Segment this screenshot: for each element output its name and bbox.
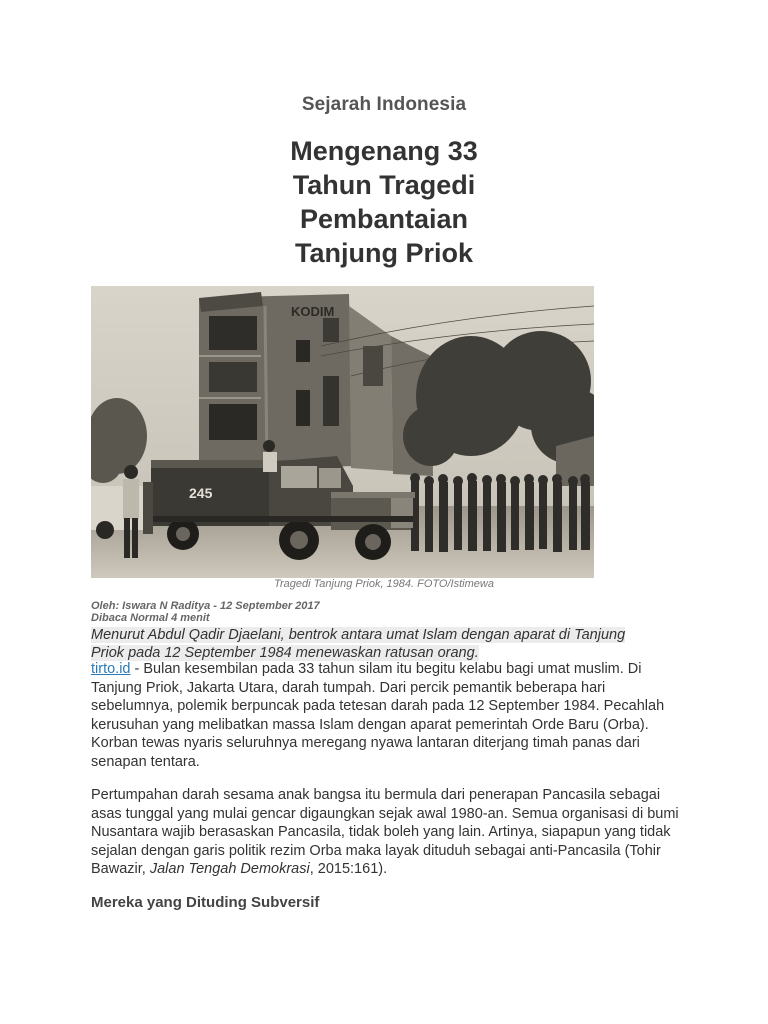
photo-caption: Tragedi Tanjung Priok, 1984. FOTO/Istimewa — [274, 578, 494, 590]
article-headline — [234, 134, 534, 270]
paragraph-text: Pertumpahan darah sesama anak bangsa itu bermula dari penerapan Pancasila sebagai asas tunggal yang mulai gencar digaungkan sejak awal 1980-an. Semua organisasi di bumi Nusantara wajib berasaskan Pancasila, tidak boleh yang lain. Artinya, siapapun yang tidak sejalan dengan garis politik rezim Orba maka layak dituduh sebagai anti-Pancasila (Tohir Bawazir, — [91, 787, 679, 877]
headline-line: Tanjung Priok — [294, 238, 473, 268]
headline-line: Tahun Tragedi — [292, 170, 476, 200]
book-title: Jalan Tengah Demokrasi — [149, 861, 310, 877]
headline-line: Mengenang 33 — [290, 136, 478, 166]
lead-text: Menurut Abdul Qadir Djaelani, bentrok antara umat Islam dengan aparat di Tanjung Priok pada 12 September 1984 menewaskan ratusan orang. — [91, 627, 626, 661]
section-subheading: Mereka yang Dituding Subversif — [91, 894, 320, 911]
read-time: Dibaca Normal 4 menit — [91, 612, 210, 624]
article-photo — [91, 286, 594, 578]
burned-building — [199, 292, 353, 471]
author-byline: Oleh: Iswara N Raditya - 12 September 2017 — [91, 600, 320, 612]
article-lead — [91, 626, 651, 662]
truck-number-text: 245 — [189, 485, 213, 501]
body-paragraph-2 — [91, 786, 681, 879]
body-paragraph-1 — [91, 660, 681, 771]
headline-line: Pembantaian — [299, 204, 469, 234]
paragraph-text: - Bulan kesembilan pada 33 tahun silam itu begitu kelabu bagi umat muslim. Di Tanjung Priok, Jakarta Utara, darah tumpah. Dari percik pemantik beberapa hari sebelumnya, polemik berpuncak pada tetesan darah pada 12 September 1984. Pecahlah kerusuhan yang melibatkan massa Islam dengan aparat pemerintah Orde Baru (Orba). Korban tewas nyaris seluruhnya meregang nyawa lantaran diterjang timah panas dari senapan tentara. — [91, 661, 665, 770]
source-link[interactable]: tirto.id — [91, 661, 131, 677]
category-label: Sejarah Indonesia — [301, 94, 467, 115]
paragraph-text: , 2015:161). — [309, 861, 388, 877]
building-sign-text: KODIM — [291, 304, 335, 319]
